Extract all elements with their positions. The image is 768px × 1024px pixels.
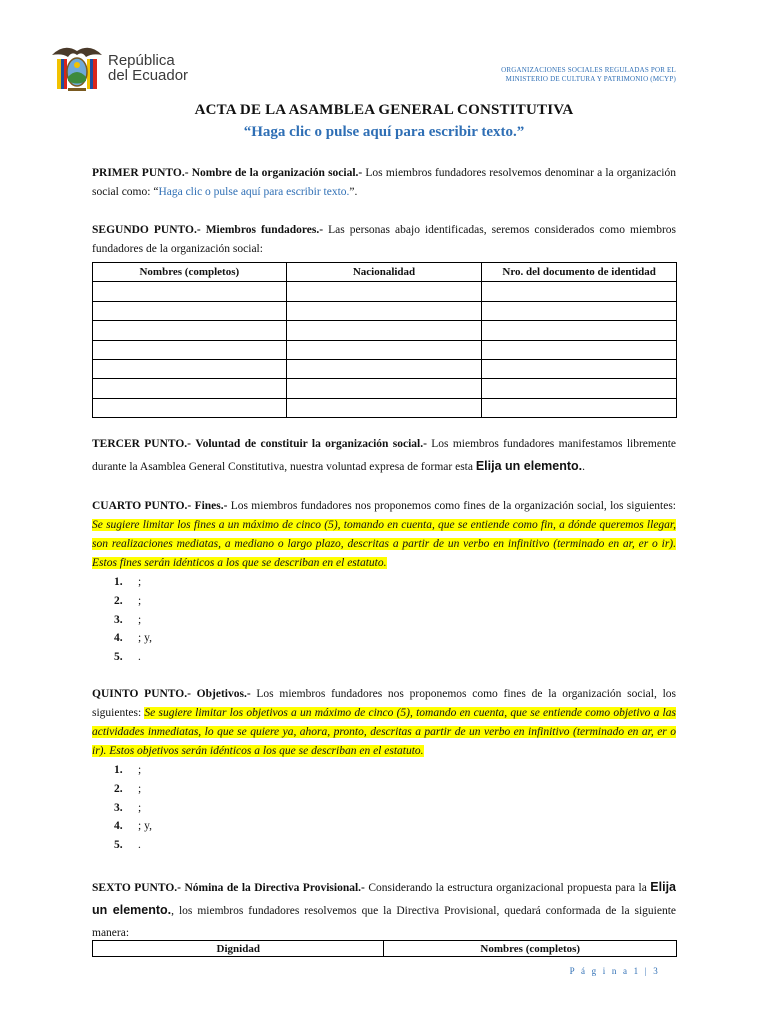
- table-cell[interactable]: [286, 301, 482, 320]
- col-nombres: Nombres (completos): [93, 263, 287, 282]
- list-item: 2. ;: [114, 782, 142, 795]
- table-row: [93, 301, 677, 320]
- cuarto-list: [114, 573, 152, 667]
- quinto-hint: Se sugiere limitar los objetivos a un máximo de cinco (5), tomando en cuenta, que se entiende como objetivo a las actividades inmediatas, lo que se quiere ya, ahora, pronto, descritas a partir de un verbo en infinitivo (terminado en ar, er o ir). Estos objetivos serán idénticos a los que se describan en el estatuto.: [92, 707, 676, 757]
- table-row: [93, 340, 677, 359]
- sexto-punto: [92, 876, 676, 944]
- header-org: [476, 66, 676, 84]
- header-org-line2: MINISTERIO DE CULTURA Y PATRIMONIO (MCYP): [505, 75, 676, 83]
- list-item: 2. ;: [114, 594, 142, 607]
- col-dignidad: Dignidad: [93, 941, 384, 957]
- table-row: [93, 398, 677, 417]
- table-cell[interactable]: [482, 340, 677, 359]
- header-org-line1: ORGANIZACIONES SOCIALES REGULADAS POR EL: [501, 66, 676, 74]
- tercer-tail: .: [582, 461, 585, 473]
- tercer-label: TERCER PUNTO.-: [92, 438, 192, 450]
- cuarto-punto: [92, 497, 676, 573]
- table-header-row: [93, 941, 677, 957]
- primer-tail: ”.: [349, 186, 358, 198]
- table-cell[interactable]: [286, 359, 482, 378]
- table-cell[interactable]: [93, 301, 287, 320]
- primer-text: Los miembros fundadores resolvemos denominar a la organización social como: “: [92, 167, 676, 198]
- sexto-text: Considerando la estructura organizacional propuesta para la: [364, 882, 651, 894]
- table-cell[interactable]: [286, 379, 482, 398]
- logo-line2: del Ecuador: [108, 67, 189, 84]
- quinto-punto: [92, 685, 676, 761]
- table-row: [93, 379, 677, 398]
- tercer-text: Los miembros fundadores manifestamos libremente durante la Asamblea General Constitutiva, nuestra voluntad expresa de formar esta: [92, 438, 676, 473]
- cuarto-text: Los miembros fundadores nos proponemos como fines de la organización social, los siguientes:: [227, 500, 676, 512]
- quinto-label: QUINTO PUNTO.-: [92, 688, 191, 700]
- sexto-dropdown[interactable]: Elija un elemento.: [92, 880, 676, 917]
- col-nacionalidad: Nacionalidad: [286, 263, 482, 282]
- tercer-punto: [92, 433, 676, 478]
- logo-line1: República: [108, 52, 175, 69]
- col-nombres-directiva: Nombres (completos): [384, 941, 677, 957]
- table-cell[interactable]: [286, 340, 482, 359]
- document-title: ACTA DE LA ASAMBLEA GENERAL CONSTITUTIVA: [194, 102, 574, 118]
- table-cell[interactable]: [93, 340, 287, 359]
- table-cell[interactable]: [286, 282, 482, 301]
- table-cell[interactable]: [482, 301, 677, 320]
- segundo-punto: [92, 221, 676, 259]
- table-cell[interactable]: [482, 282, 677, 301]
- subtitle-placeholder[interactable]: “Haga clic o pulse aquí para escribir texto.”: [243, 124, 525, 140]
- table-row: [93, 321, 677, 340]
- list-item: 5. .: [114, 651, 141, 664]
- fundadores-table: [92, 262, 677, 418]
- list-item: 1. ;: [114, 576, 142, 588]
- table-cell[interactable]: [93, 282, 287, 301]
- list-item: 3. ;: [114, 801, 142, 814]
- segundo-text: Las personas abajo identificadas, seremos considerados como miembros fundadores de la organización social:: [92, 224, 677, 255]
- tercer-heading: Voluntad de constituir la organización social.-: [195, 438, 427, 450]
- sexto-heading: Nómina de la Directiva Provisional.-: [184, 882, 365, 894]
- quinto-list: [114, 761, 152, 855]
- table-header-row: [93, 263, 677, 282]
- primer-heading: Nombre de la organización social.-: [191, 167, 363, 179]
- table-cell[interactable]: [286, 398, 482, 417]
- table-row: [93, 359, 677, 378]
- table-row: [93, 282, 677, 301]
- coat-of-arms-icon: [48, 39, 106, 97]
- table-cell[interactable]: [93, 398, 287, 417]
- list-item: 4. ; y,: [114, 632, 152, 645]
- ecuador-logo: [48, 38, 198, 98]
- quinto-text: Los miembros fundadores nos proponemos como fines de la organización social, los siguientes:: [92, 688, 677, 719]
- sexto-label: SEXTO PUNTO.-: [92, 882, 181, 894]
- directiva-table: [92, 940, 677, 957]
- table-cell[interactable]: [482, 398, 677, 417]
- list-item: 4. ; y,: [114, 820, 152, 833]
- cuarto-heading: Fines.-: [194, 500, 228, 512]
- cuarto-label: CUARTO PUNTO.-: [92, 500, 192, 512]
- segundo-label: SEGUNDO PUNTO.-: [92, 224, 201, 236]
- table-cell[interactable]: [482, 379, 677, 398]
- segundo-heading: Miembros fundadores.-: [205, 224, 324, 236]
- quinto-heading: Objetivos.-: [196, 688, 251, 700]
- cuarto-hint: Se sugiere limitar los fines a un máximo de cinco (5), tomando en cuenta, que se entiende como fin, a dónde queremos llegar, son realizaciones mediatas, a mediano o largo plazo, descritas a partir de un verbo en infinitivo (terminado en ar, er o ir). Estos fines serán idénticos a los que se describan en el estatuto.: [92, 519, 676, 569]
- page-number: P á g i n a 1 | 3: [569, 966, 660, 976]
- col-documento: Nro. del documento de identidad: [482, 263, 677, 282]
- primer-placeholder[interactable]: Haga clic o pulse aquí para escribir texto.: [158, 186, 350, 198]
- table-cell[interactable]: [286, 321, 482, 340]
- list-item: 5. .: [114, 839, 141, 852]
- list-item: 3. ;: [114, 613, 142, 626]
- primer-punto: [92, 164, 676, 202]
- list-item: 1. ;: [114, 764, 142, 776]
- table-cell[interactable]: [93, 321, 287, 340]
- fundadores-body: [93, 282, 677, 418]
- table-cell[interactable]: [93, 359, 287, 378]
- sexto-tail: , los miembros fundadores resolvemos que la Directiva Provisional, quedará conformada de la siguiente manera:: [92, 905, 676, 939]
- tercer-dropdown[interactable]: Elija un elemento.: [475, 459, 583, 473]
- primer-label: PRIMER PUNTO.-: [92, 167, 189, 179]
- table-cell[interactable]: [482, 359, 677, 378]
- table-cell[interactable]: [93, 379, 287, 398]
- table-cell[interactable]: [482, 321, 677, 340]
